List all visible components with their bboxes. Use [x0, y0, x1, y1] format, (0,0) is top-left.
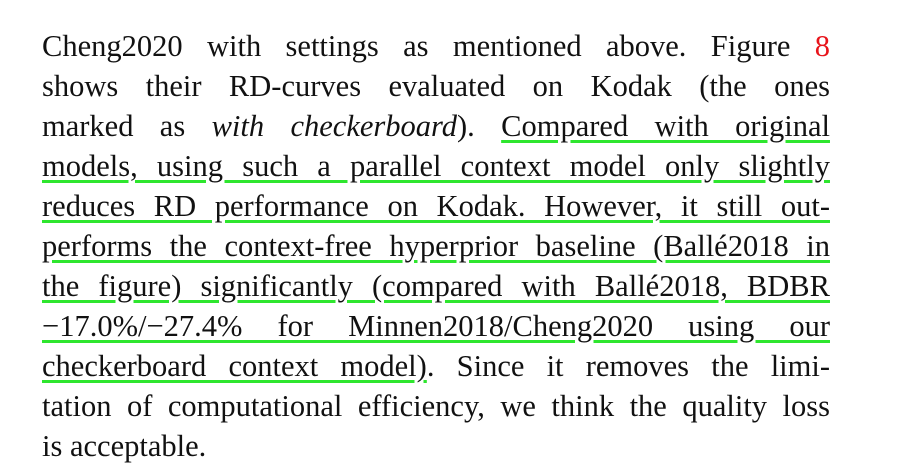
highlighted-span-end: checkerboard context model) [42, 349, 427, 383]
italic-term: with checkerboard [211, 109, 457, 143]
highlighted-line-6: performs the context-free hyperprior baseline (Ballé2018 in [42, 229, 830, 263]
highlighted-line-5: reduces RD performance on Kodak. However, it still out- [42, 189, 830, 223]
text-line-9 [42, 346, 830, 386]
figure-reference-link[interactable]: 8 [814, 29, 830, 63]
highlighted-span-start: Compared with original [501, 109, 830, 143]
text-line-3 [42, 106, 830, 146]
line-9-post: . Since it removes the limi- [426, 349, 830, 383]
line-1-text: Cheng2020 with settings as mentioned above. Figure [42, 29, 815, 63]
line-3-pre: marked as [42, 109, 212, 143]
text-line-1 [42, 26, 830, 66]
text-line-11: is acceptable. [42, 429, 207, 463]
line-3-post: ). [457, 109, 502, 143]
text-line-10: tation of computational efficiency, we think the quality loss [42, 389, 830, 423]
highlighted-line-4: models, using such a parallel context model only slightly [42, 149, 830, 183]
highlighted-line-8: −17.0%/−27.4% for Minnen2018/Cheng2020 using our [42, 309, 830, 343]
highlighted-line-7: the figure) significantly (compared with Ballé2018, BDBR [42, 269, 830, 303]
paper-paragraph [42, 26, 830, 466]
text-line-2: shows their RD-curves evaluated on Kodak (the ones [42, 69, 830, 103]
